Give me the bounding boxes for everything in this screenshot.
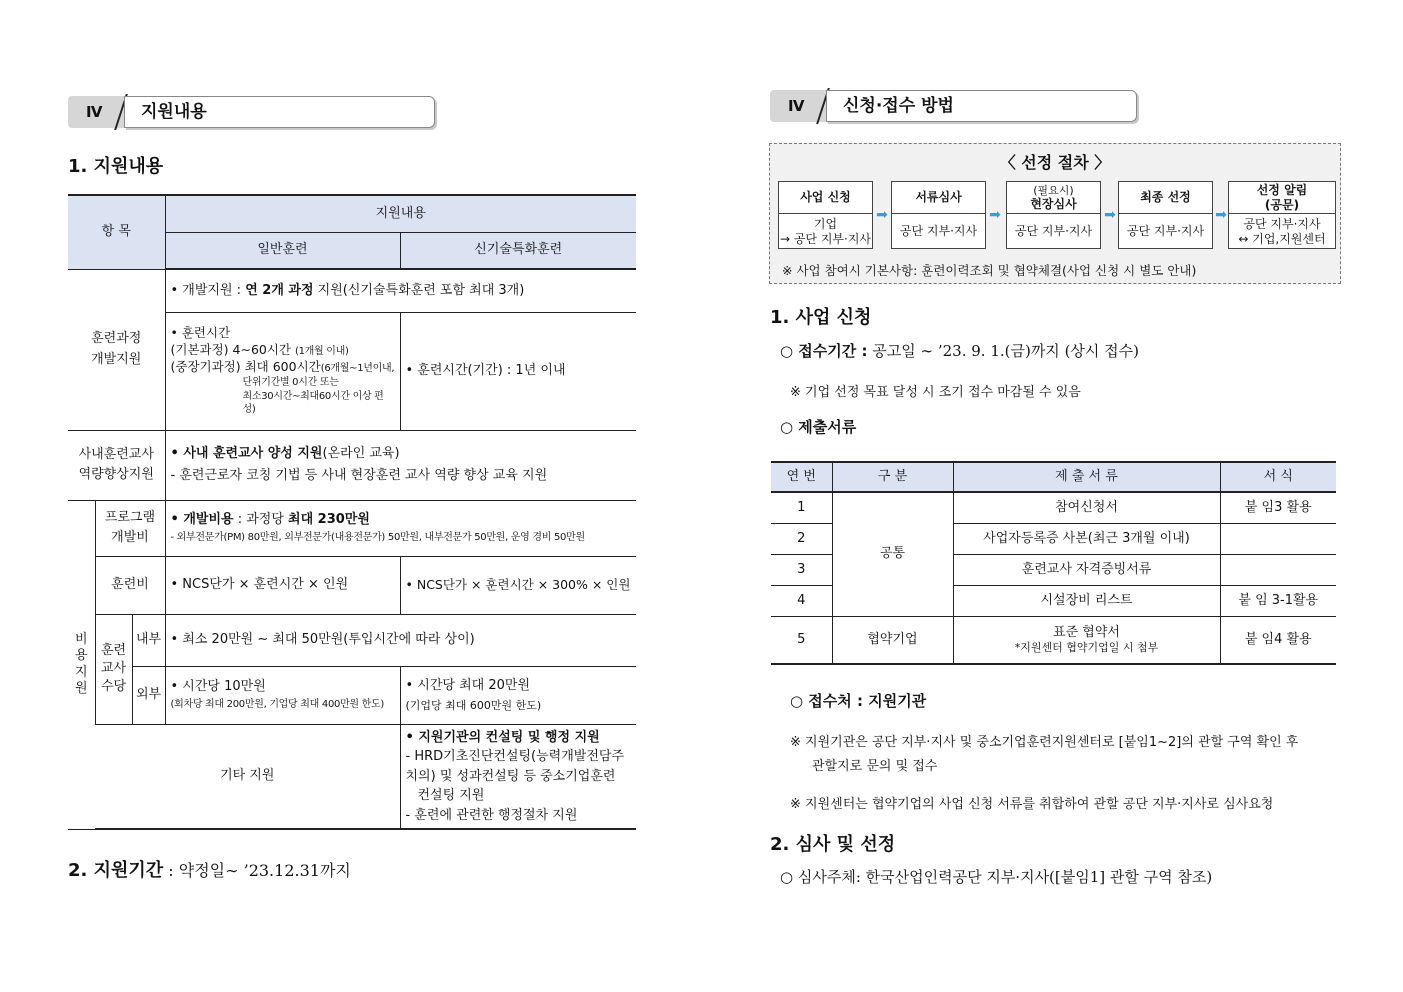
selection-process-box (769, 143, 1341, 284)
step-notification: 선정 알림 (공문) 공단 지부·지사 ↔ 기업,지원센터 (1228, 181, 1336, 249)
row-no: 1 (771, 492, 832, 523)
col-item: 항 목 (68, 195, 165, 269)
process-note: ※ 사업 참여시 기본사항: 훈련이력조회 및 협약체결(사업 신청 시 별도 안내) (782, 263, 1197, 278)
reception-note-1b: 관할지로 문의 및 접수 (812, 759, 938, 774)
arrow-right-icon: ➡ (876, 207, 888, 223)
application-period: ○ 접수기간 : 공고일 ∼ ’23. 9. 1.(금)까지 (상시 접수) (780, 342, 1140, 360)
step-document-review: 서류심사 공단 지부·지사 (891, 181, 986, 249)
section-number: Ⅳ (770, 90, 832, 122)
documents-label: ○ 제출서류 (780, 418, 857, 436)
section-number: Ⅳ (68, 96, 130, 128)
program-dev-cost: • 개발비용 : 과정당 최대 230만원 - 외부전문가(PM) 80만원, 외부전문가(내용전문가) 50만원, 내부전문가 50만원, 운영 경비 50만원 (165, 500, 636, 556)
type-partner: 협약기업 (832, 616, 953, 664)
step-final-selection: 최종 선정 공단 지부·지사 (1118, 181, 1213, 249)
arrow-right-icon: ➡ (1104, 207, 1116, 223)
support-table (68, 194, 636, 830)
reception-label: ○ 접수처 : 지원기관 (790, 692, 927, 710)
row-no: 4 (771, 585, 832, 616)
col-new-tech: 신기술특화훈련 (400, 232, 636, 269)
row-label-cost: 비 용 지 원 (68, 500, 95, 829)
support-period: 2. 지원기간 : 약정일∼ ’23.12.31까지 (68, 860, 351, 881)
heading-application: 1. 사업 신청 (770, 307, 872, 328)
arrow-right-icon: ➡ (989, 207, 1001, 223)
row-no: 5 (771, 616, 832, 664)
doc-name: 시설장비 리스트 (953, 585, 1220, 616)
row-label-course-dev: 훈련과정 개발지원 (68, 269, 165, 430)
row-label-teacher: 사내훈련교사 역량향상지원 (68, 430, 165, 500)
col-type: 구 분 (832, 462, 953, 492)
section-header-right (770, 90, 1137, 122)
course-dev-limit: • 개발지원 : 연 2개 과정 지원(신기술특화훈련 포함 최대 3개) (165, 269, 636, 312)
reception-note-2: ※ 지원센터는 협약기업의 사업 신청 서류를 취합하여 관할 공단 지부·지사로 심사요청 (790, 797, 1274, 812)
row-label-training-cost: 훈련비 (95, 556, 165, 614)
arrow-right-icon: ➡ (1215, 207, 1227, 223)
new-tech-external-allowance: • 시간당 최대 20만원 (기업당 최대 600만원 한도) (400, 666, 636, 724)
col-doc: 제 출 서 류 (953, 462, 1220, 492)
row-no: 3 (771, 554, 832, 585)
col-support: 지원내용 (165, 195, 636, 232)
step-application: 사업 신청 기업 → 공단 지부·지사 (778, 181, 873, 249)
section-title: 신청·접수 방법 (826, 90, 1137, 122)
teacher-support: • 사내 훈련교사 양성 지원(온라인 교육) - 훈련근로자 코칭 기법 등 사내 현장훈련 교사 역량 향상 교육 지원 (165, 430, 636, 500)
doc-form: 붙 임 3-1활용 (1220, 585, 1336, 616)
doc-form: 붙 임3 활용 (1220, 492, 1336, 523)
period-note: ※ 기업 선정 목표 달성 시 조기 접수 마감될 수 있음 (790, 385, 1081, 400)
row-label-other: 기타 지원 (95, 724, 400, 829)
doc-name: 사업자등록증 사본(최근 3개월 이내) (953, 523, 1220, 554)
reception-note-1: ※ 지원기관은 공단 지부·지사 및 중소기업훈련지원센터로 [붙임1~2]의 관할 구역 확인 후 (790, 735, 1299, 750)
col-form: 서 식 (1220, 462, 1336, 492)
doc-name: 참여신청서 (953, 492, 1220, 523)
col-no: 연 번 (771, 462, 832, 492)
heading-support-content: 1. 지원내용 (68, 156, 164, 177)
documents-table (771, 461, 1336, 665)
row-no: 2 (771, 523, 832, 554)
label-internal: 내부 (132, 614, 165, 666)
step-site-review: (필요시) 현장심사 공단 지부·지사 (1006, 181, 1101, 249)
col-general: 일반훈련 (165, 232, 400, 269)
doc-form: 붙 임4 활용 (1220, 616, 1336, 664)
type-common: 공통 (832, 492, 953, 616)
doc-form (1220, 554, 1336, 585)
doc-name: 표준 협약서 *지원센터 협약기업일 시 첨부 (953, 616, 1220, 664)
label-external: 외부 (132, 666, 165, 724)
internal-allowance: • 최소 20만원 ∼ 최대 50만원(투입시간에 따라 상이) (165, 614, 636, 666)
section-header-left (68, 96, 435, 128)
general-training-hours: • 훈련시간 (기본과정) 4∼60시간 (1개월 이내) (중장기과정) 최대 600시간(6개월∼1년이내, 단위기간별 0시간 또는 최소30시간∼최대60시간 이상 편성) (165, 312, 400, 430)
other-support: • 지원기관의 컨설팅 및 행정 지원 - HRD기초진단컨설팅(능력개발전담주치의) 및 성과컨설팅 등 중소기업훈련 컨설팅 지원 - 훈련에 관련한 행정절차 지원 (400, 724, 636, 829)
row-label-teacher-allowance: 훈련 교사 수당 (95, 614, 132, 724)
new-tech-training-cost: • NCS단가 × 훈련시간 × 300% × 인원 (400, 556, 636, 614)
doc-form (1220, 523, 1336, 554)
row-label-program-dev: 프로그램 개발비 (95, 500, 165, 556)
general-external-allowance: • 시간당 10만원 (회차당 최대 200만원, 기업당 최대 400만원 한도) (165, 666, 400, 724)
heading-review: 2. 심사 및 선정 (770, 834, 896, 855)
process-title: 〈 선정 절차 〉 (999, 153, 1111, 172)
review-subject: ○ 심사주체: 한국산업인력공단 지부·지사([붙임1] 관할 구역 참조) (780, 868, 1213, 886)
general-training-cost: • NCS단가 × 훈련시간 × 인원 (165, 556, 400, 614)
new-tech-training-hours: • 훈련시간(기간) : 1년 이내 (400, 312, 636, 430)
section-title: 지원내용 (124, 96, 435, 128)
doc-name: 훈련교사 자격증빙서류 (953, 554, 1220, 585)
